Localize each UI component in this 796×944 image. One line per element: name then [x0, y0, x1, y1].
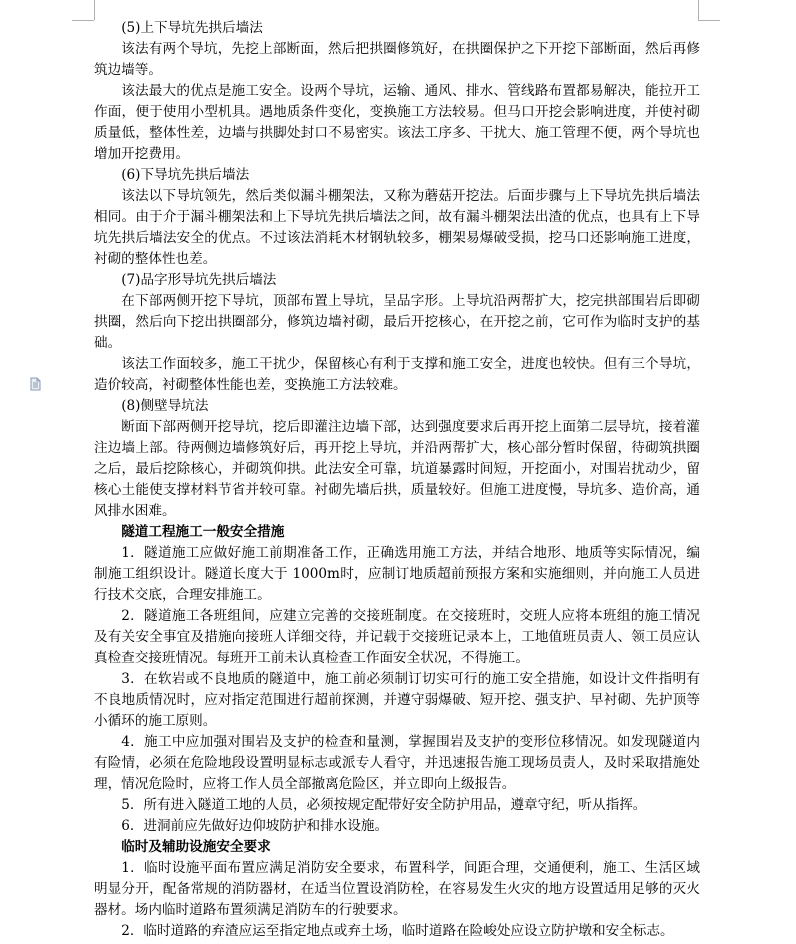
paragraph: 该法工作面较多，施工干扰少，保留核心有利于支撑和施工安全，进度也较快。但有三个导坑，造价较高，衬砌整体性能也差，变换施工方法较难。: [94, 356, 700, 393]
section-heading: 临时及辅助设施安全要求: [121, 839, 271, 855]
paragraph: 1．临时设施平面布置应满足消防安全要求，布置科学，间距合理，交通便利，施工、生活区域明显分开，配备常规的消防器材，在适当位置设消防栓，在容易发生火灾的地方设置适用足够的灭火器材。场内临时道路布置须满足消防车的行驶要求。: [94, 860, 700, 918]
paragraph: 4．施工中应加强对围岩及支护的检查和量测，掌握围岩及支护的变形位移情况。如发现隧道内有险情，必须在危险地段设置明显标志或派专人看守，并迅速报告施工现场员责人，及时采取措施处理，情况危险时，应将工作人员全部撤离危险区，并立即向上级报告。: [94, 734, 700, 792]
paragraph: 1．隧道施工应做好施工前期准备工作，正确选用施工方法，并结合地形、地质等实际情况，编制施工组织设计。隧道长度大于 1000m时，应制订地质超前预报方案和实施细则，并向施工人员进行技术交底，合理安排施工。: [94, 545, 700, 603]
paragraph: 该法最大的优点是施工安全。设两个导坑，运输、通风、排水、管线路布置都易解决，能拉开工作面，便于使用小型机具。遇地质条件变化，变换施工方法较易。但马口开挖会影响进度，并使衬砌质量低，整体性差，边墙与拱脚处封口不易密实。该法工序多、干扰大、施工管理不便，两个导坑也增加开挖费用。: [94, 83, 700, 162]
paragraph: 2．临时道路的弃渣应运至指定地点或弃土场，临时道路在险峻处应设立防护墩和安全标志。: [121, 923, 674, 939]
document-body: [94, 18, 700, 942]
paragraph: (5)上下导坑先拱后墙法: [121, 20, 263, 36]
paragraph: 该法有两个导坑，先挖上部断面，然后把拱圈修筑好，在拱圈保护之下开挖下部断面，然后再修筑边墙等。: [94, 41, 700, 78]
crop-mark-top-right: [698, 0, 699, 20]
crop-mark-top-left: [72, 0, 95, 20]
paragraph: 6．进洞前应先做好边仰坡防护和排水设施。: [121, 818, 389, 834]
paragraph: 5．所有进入隧道工地的人员，必须按规定配带好安全防护用品，遵章守纪，听从指挥。: [121, 797, 647, 813]
paragraph: (8)侧壁导坑法: [121, 398, 209, 414]
paragraph: 该法以下导坑领先，然后类似漏斗棚架法，又称为蘑菇开挖法。后面步骤与上下导坑先拱后墙法相同。由于介于漏斗棚架法和上下导坑先拱后墙法之间，故有漏斗棚架法出渣的优点，也具有上下导坑先拱后墙法安全的优点。不过该法消耗木材钢轨较多，棚架易爆破受损，挖马口还影响施工进度，衬砌的整体性也差。: [94, 188, 700, 267]
crop-mark-top-left-horizontal: [72, 20, 94, 21]
document-icon[interactable]: [29, 376, 43, 390]
section-heading: 隧道工程施工一般安全措施: [121, 524, 285, 540]
paragraph: (7)品字形导坑先拱后墙法: [121, 272, 277, 288]
paragraph: 断面下部两侧开挖导坑，挖后即灌注边墙下部，达到强度要求后再开挖上面第二层导坑，接着灌注边墙上部。待两侧边墙修筑好后，再开挖上导坑，并沿两帮扩大，核心部分暂时保留，待砌筑拱圈之后，最后挖除核心，并砌筑仰拱。此法安全可靠，坑道暴露时间短，开挖面小，对围岩扰动少，留核心土能使支撑材料节省并较可靠。衬砌先墙后拱，质量较好。但施工进度慢，导坑多、造价高，通风排水困难。: [94, 419, 700, 519]
paragraph: 3．在软岩或不良地质的隧道中，施工前必须制订切实可行的施工安全措施，如设计文件指明有不良地质情况时，应对指定范围进行超前探测，并遵守弱爆破、短开挖、强支护、早衬砌、先护顶等小循环的施工原则。: [94, 671, 700, 729]
paragraph: 2．隧道施工各班组间，应建立完善的交接班制度。在交接班时，交班人应将本班组的施工情况及有关安全事宜及措施向接班人详细交待，并记载于交接班记录本上，工地值班员责人、领工员应认真检查交接班情况。每班开工前未认真检查工作面安全状况，不得施工。: [94, 608, 700, 666]
paragraph: 在下部两侧开挖下导坑，顶部布置上导坑，呈品字形。上导坑沿两帮扩大，挖完拱部围岩后即砌拱圈，然后向下挖出拱圈部分，修筑边墙衬砌，最后开挖核心，在开挖之前，它可作为临时支护的基础。: [94, 293, 700, 351]
crop-mark-top-right-horizontal: [698, 20, 720, 21]
paragraph: (6)下导坑先拱后墙法: [121, 167, 250, 183]
